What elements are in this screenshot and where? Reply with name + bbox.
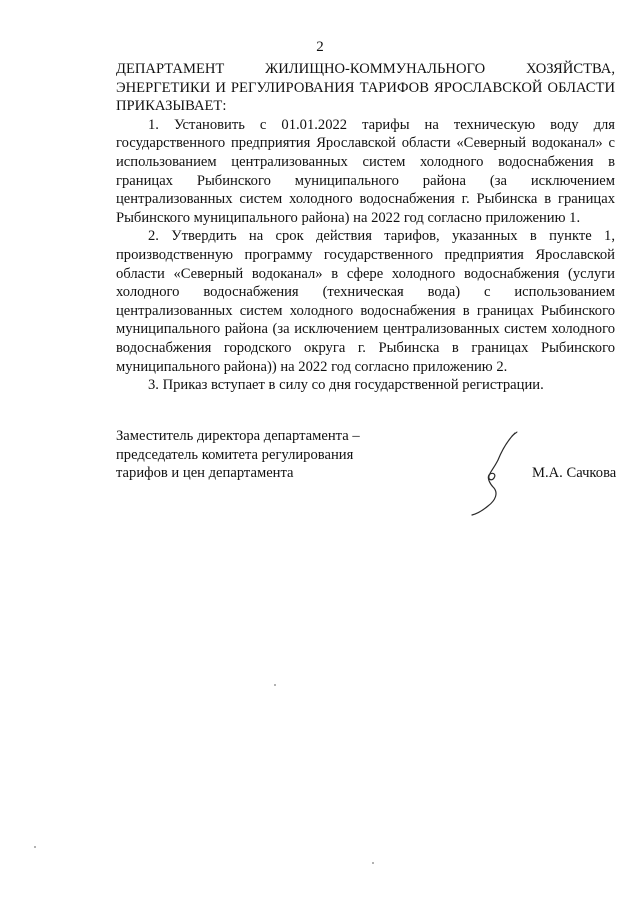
scan-speck (34, 846, 36, 848)
order-item-2: 2. Утвердить на срок действия тарифов, указанных в пункте 1, производственную программу государственного предприятия Ярославской области «Северный водоканал» в сфере холодного водоснабжения (услуги холодного водоснабжения (техническая вода) с использованием централизованных систем холодного водоснабжения в границах Рыбинского муниципального района (за исключением централизованных систем холодного водоснабжения городского округа г. Рыбинска в границах Рыбинского муниципального района)) на 2022 год согласно приложению 2. (116, 228, 615, 375)
signatory-name: М.А. Сачкова (532, 465, 617, 481)
page-number: 2 (316, 39, 324, 55)
order-heading: ДЕПАРТАМЕНТ ЖИЛИЩНО-КОММУНАЛЬНОГО ХОЗЯЙСТВА, ЭНЕРГЕТИКИ И РЕГУЛИРОВАНИЯ ТАРИФОВ ЯРОСЛАВСКОЙ ОБЛАСТИ ПРИКАЗЫВАЕТ: (116, 61, 615, 115)
scan-speck (372, 862, 374, 864)
handwritten-signature (468, 428, 528, 518)
order-item-1: 1. Установить с 01.01.2022 тарифы на техническую воду для государственного предприятия Ярославской области «Северный водоканал» с использованием централизованных систем холодного водоснабжения в границах Рыбинского муниципального района (за исключением централизованных систем холодного водоснабжения г. Рыбинска в границах Рыбинского муниципального района) на 2022 год согласно приложению 1. (116, 116, 615, 226)
signatory-position (116, 427, 396, 483)
order-item-3: 3. Приказ вступает в силу со дня государственной регистрации. (148, 377, 544, 394)
scan-speck (274, 684, 276, 686)
signatory-position-line-2: председатель комитета регулирования (116, 446, 354, 463)
signatory-position-line-1: Заместитель директора департамента – (116, 428, 360, 444)
document-body (116, 60, 615, 395)
signatory-position-line-3: тарифов и цен департамента (116, 465, 294, 482)
